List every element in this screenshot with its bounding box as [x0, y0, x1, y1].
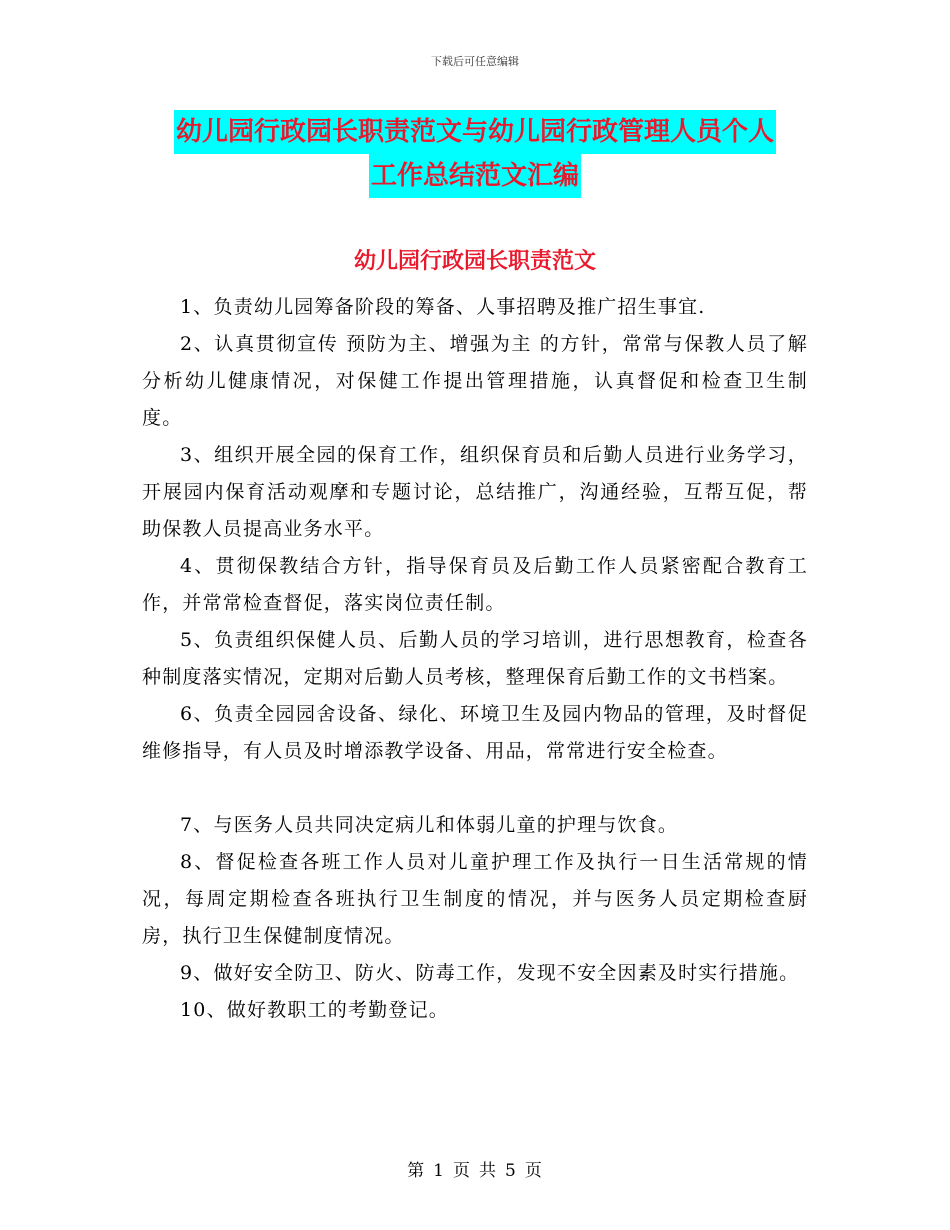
footer-total-word: 共 — [479, 1161, 497, 1181]
paragraph-7: 7、与医务人员共同决定病儿和体弱儿童的护理与饮食。 — [180, 814, 679, 836]
footer-suffix: 页 — [524, 1161, 543, 1181]
current-page-number: 1 — [433, 1161, 445, 1181]
paragraph-10: 10、做好教职工的考勤登记。 — [180, 999, 449, 1021]
paragraph-9: 9、做好安全防卫、防火、防毒工作，发现不安全因素及时实行措施。 — [180, 962, 800, 984]
document-body — [142, 289, 808, 1029]
document-title-line-1: 幼儿园行政园长职责范文与幼儿园行政管理人员个人 — [174, 110, 776, 154]
document-title-line-2: 工作总结范文汇编 — [369, 154, 581, 198]
document-title — [0, 110, 950, 198]
page-footer — [0, 1156, 950, 1181]
total-page-count: 5 — [505, 1161, 517, 1181]
paragraph-6: 6、负责全园园舍设备、绿化、环境卫生及园内物品的管理，及时督促维修指导，有人员及时增添教学设备、用品，常常进行安全检查。 — [142, 703, 808, 762]
header-note: 下载后可任意编辑 — [431, 55, 519, 68]
section-title: 幼儿园行政园长职责范文 — [353, 249, 596, 274]
paragraph-1: 1、负责幼儿园筹备阶段的筹备、人事招聘及推广招生事宜. — [180, 296, 706, 318]
paragraph-4: 4、贯彻保教结合方针，指导保育员及后勤工作人员紧密配合教育工作，并常常检查督促，落实岗位责任制。 — [142, 555, 808, 614]
footer-page-word: 页 — [453, 1161, 471, 1181]
paragraph-3: 3、组织开展全园的保育工作，组织保育员和后勤人员进行业务学习，开展园内保育活动观摩和专题讨论，总结推广，沟通经验，互帮互促，帮助保教人员提高业务水平。 — [142, 444, 808, 540]
footer-prefix: 第 — [407, 1161, 426, 1181]
paragraph-8: 8、督促检查各班工作人员对儿童护理工作及执行一日生活常规的情况，每周定期检查各班执行卫生制度的情况，并与医务人员定期检查厨房，执行卫生保健制度情况。 — [142, 851, 808, 947]
paragraph-5: 5、负责组织保健人员、后勤人员的学习培训，进行思想教育，检查各种制度落实情况，定期对后勤人员考核，整理保育后勤工作的文书档案。 — [142, 629, 808, 688]
paragraph-2: 2、认真贯彻宣传 预防为主、增强为主 的方针，常常与保教人员了解分析幼儿健康情况，对保健工作提出管理措施，认真督促和检查卫生制度。 — [142, 333, 808, 429]
